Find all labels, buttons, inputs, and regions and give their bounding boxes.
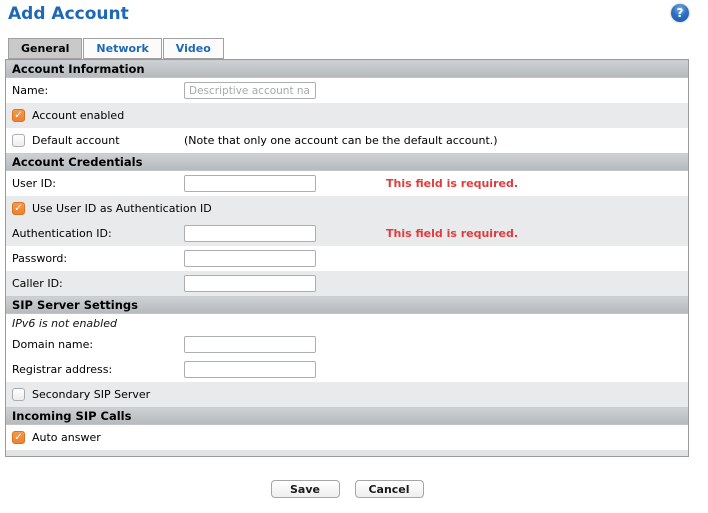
check-icon: ✓ — [14, 202, 23, 214]
name-label: Name: — [12, 84, 49, 97]
domain-name-label: Domain name: — [12, 338, 94, 351]
default-account-note: (Note that only one account can be the default account.) — [184, 134, 498, 147]
default-account-label: Default account — [32, 134, 120, 147]
check-icon: ✓ — [14, 431, 23, 443]
user-id-required-message: This field is required. — [386, 177, 519, 190]
authentication-id-input[interactable] — [184, 225, 316, 242]
use-user-id-label: Use User ID as Authentication ID — [32, 202, 212, 215]
help-icon[interactable]: ? — [671, 4, 689, 22]
check-icon: ✓ — [14, 109, 23, 121]
auto-answer-label: Auto answer — [32, 431, 101, 444]
form-panel — [5, 59, 689, 457]
form-row-default-account — [6, 128, 688, 153]
section-header-sip-server-settings: SIP Server Settings — [6, 296, 688, 314]
caller-id-input[interactable] — [184, 275, 316, 292]
ipv6-note-text: IPv6 is not enabled — [12, 316, 117, 330]
page-title: Add Account — [8, 4, 129, 24]
tab-bar — [8, 38, 225, 59]
section-header-account-information: Account Information — [6, 60, 688, 78]
authentication-id-label: Authentication ID: — [12, 227, 112, 240]
use-user-id-checkbox[interactable] — [12, 202, 25, 215]
user-id-input[interactable] — [184, 175, 316, 192]
name-input[interactable] — [184, 82, 316, 99]
password-input[interactable] — [184, 250, 316, 267]
section-header-incoming-sip-calls: Incoming SIP Calls — [6, 407, 688, 425]
auto-answer-checkbox[interactable] — [12, 431, 25, 444]
form-row-auto-answer — [6, 425, 688, 450]
registrar-address-label: Registrar address: — [12, 363, 113, 376]
section-header-account-credentials: Account Credentials — [6, 153, 688, 171]
form-row-user-id — [6, 171, 688, 196]
caller-id-label: Caller ID: — [12, 277, 63, 290]
registrar-address-input[interactable] — [184, 361, 316, 378]
ipv6-status-note — [6, 314, 688, 332]
cancel-button[interactable]: Cancel — [355, 480, 424, 498]
panel-footer-strip — [6, 450, 688, 456]
secondary-sip-server-checkbox[interactable] — [12, 388, 25, 401]
account-enabled-label: Account enabled — [32, 109, 125, 122]
form-row-use-user-id — [6, 196, 688, 221]
account-enabled-checkbox[interactable] — [12, 109, 25, 122]
form-row-registrar-address — [6, 357, 688, 382]
form-row-caller-id — [6, 271, 688, 296]
authentication-id-required-message: This field is required. — [386, 227, 519, 240]
form-row-name — [6, 78, 688, 103]
tab-general[interactable]: General — [8, 38, 82, 59]
form-row-authentication-id — [6, 221, 688, 246]
form-row-password — [6, 246, 688, 271]
domain-name-input[interactable] — [184, 336, 316, 353]
secondary-sip-server-label: Secondary SIP Server — [32, 388, 151, 401]
form-row-account-enabled — [6, 103, 688, 128]
default-account-checkbox[interactable] — [12, 134, 25, 147]
user-id-label: User ID: — [12, 177, 56, 190]
save-button[interactable]: Save — [271, 480, 340, 498]
tab-network[interactable]: Network — [83, 38, 161, 59]
password-label: Password: — [12, 252, 68, 265]
form-row-domain-name — [6, 332, 688, 357]
tab-video[interactable]: Video — [163, 38, 224, 59]
form-row-secondary-sip-server — [6, 382, 688, 407]
action-button-row — [5, 480, 689, 498]
